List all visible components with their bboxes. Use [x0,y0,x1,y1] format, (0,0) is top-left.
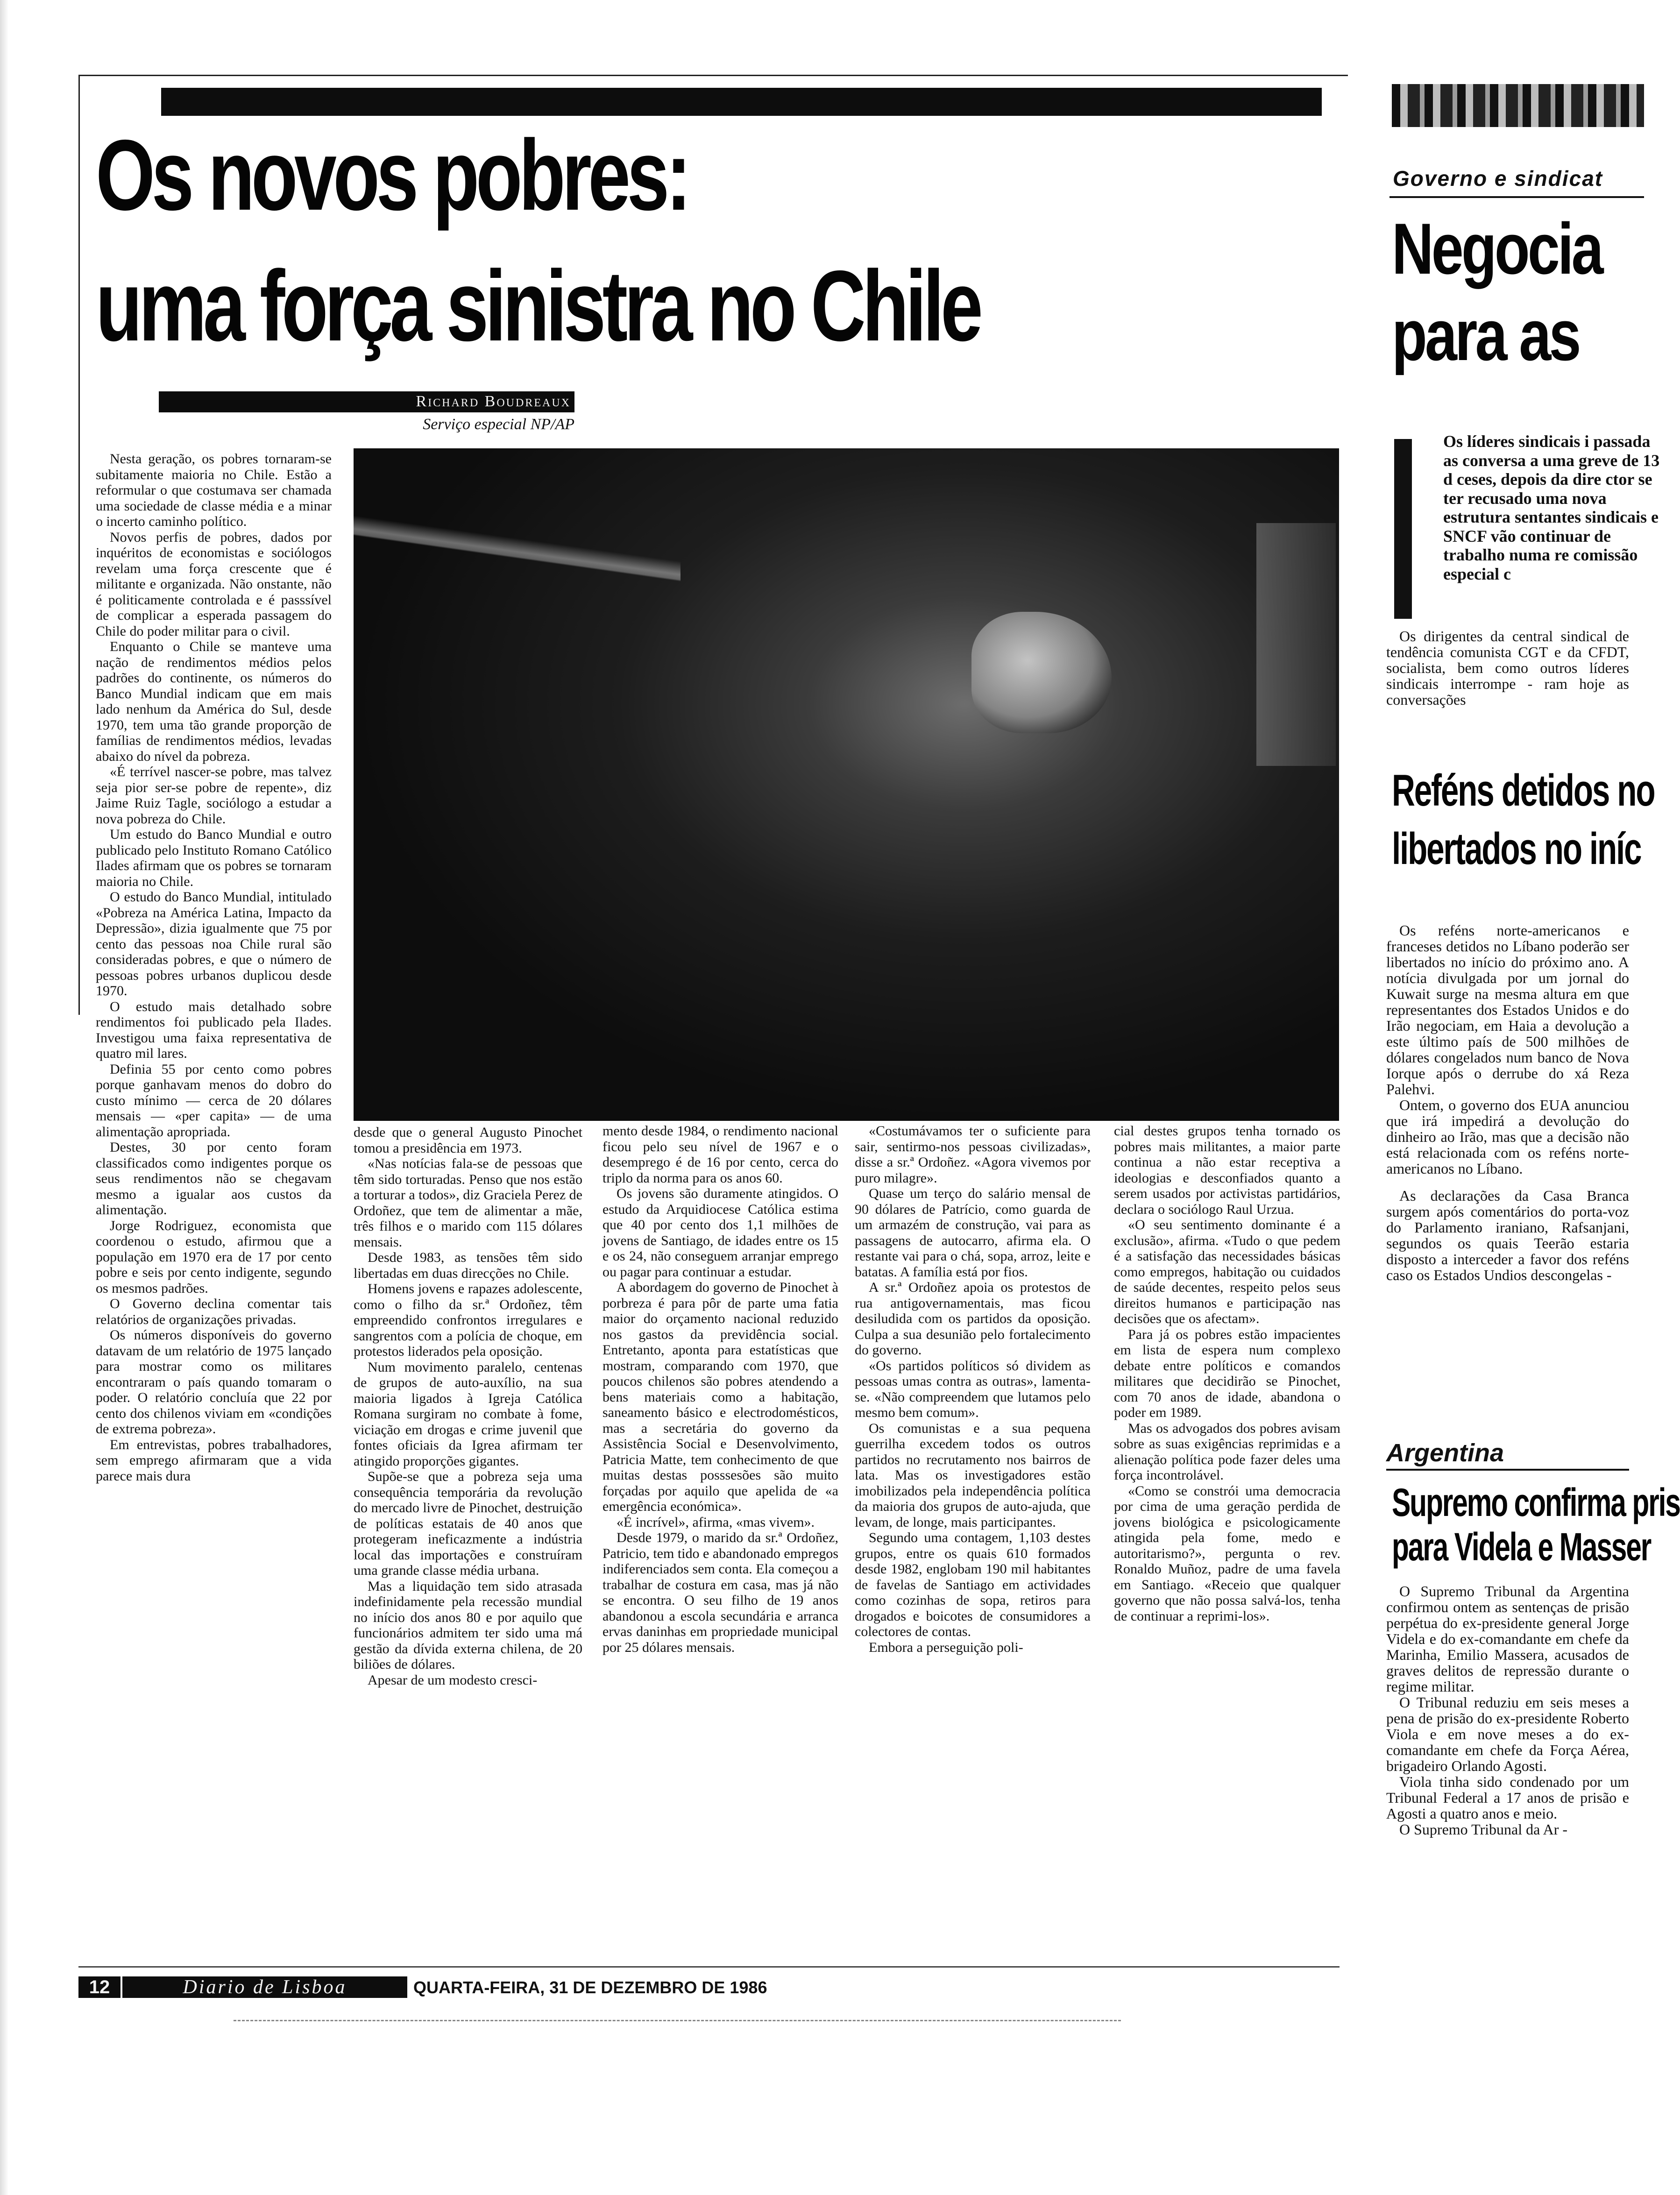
paragraph: Num movimento paralelo, centenas de grupos de auto-auxílio, na sua maioria ligados à Igreja Católica Romana surgiram no combate à fome, viciação em drogas e crime juvenil que fontes oficiais da Igrea afirmam ter atingido proporções gigantes. [354,1359,582,1469]
sidebar-headline-3 [1392,1480,1680,1569]
sidebar-headline-2-line1: Reféns detidos no [1392,765,1655,815]
paragraph: O Tribunal reduziu em seis meses a pena de prisão do ex-presidente Roberto Viola e em nove meses a do ex-comandante em chefe da Força Aérea, brigadeiro Orlando Agosti. [1386,1694,1629,1774]
paragraph: Desde 1983, as tensões têm sido libertadas em duas direcções no Chile. [354,1250,582,1281]
paragraph: O estudo mais detalhado sobre rendimentos foi publicado pela Ilades. Investigou uma faixa representativa de quatro mil lares. [96,998,332,1061]
paragraph: O Supremo Tribunal da Argentina confirmou ontem as sentenças de prisão perpétua do ex-presidente general Jorge Videla e do ex-comandante em chefe da Marinha, Emilio Massera, acusados de graves delitos de repressão durante o regime militar. [1386,1583,1629,1695]
sidebar-kicker-governo: Governo e sindicat [1393,166,1603,191]
sidebar-story-1 [1386,628,1629,708]
article-column-3 [603,1123,838,1655]
photo-rooftops [354,481,681,602]
issue-date: QUARTA-FEIRA, 31 DE DEZEMBRO DE 1986 [413,1978,767,1997]
paragraph: Em entrevistas, pobres trabalhadores, sem emprego afirmaram que a vida parece mais dura [96,1437,332,1484]
paragraph: desde que o general Augusto Pinochet tomou a presidência em 1973. [354,1125,582,1156]
paragraph: Ontem, o governo dos EUA anunciou que irá impedirá a devolução do dinheiro ao Irão, mas que a decisão não está relacionada com os reféns norte-americanos no Líbano. [1386,1097,1629,1177]
paragraph: Um estudo do Banco Mundial e outro publicado pelo Instituto Romano Católico Ilades afirmam que os pobres se tornaram maioria no Chile. [96,827,332,889]
paragraph: Desde 1979, o marido da sr.ª Ordoñez, Patricio, tem tido e abandonado empregos indiferenciados sem conta. Ela começou a trabalhar de costura em casa, mas já não se encontra. O seu filho de 19 anos abandonou a escola secundária e arranca ervas daninhas em propriedade municipal por 25 dólares mensais. [603,1530,838,1655]
sidebar-headline-2-line2: libertados no iníc [1392,824,1641,874]
paragraph: Para já os pobres estão impacientes em lista de espera num complexo debate entre políticos e comandos militares que decidirão se Pinochet, com 70 anos de idade, abandona o poder em 1989. [1114,1326,1340,1420]
sidebar-headline-3-line2: para Videla e Masser [1392,1525,1651,1569]
paragraph: mento desde 1984, o rendimento nacional ficou pelo seu nível de 1967 e o desemprego é de 16 por cento, cerca do triplo da norma para os anos 60. [603,1123,838,1186]
paragraph: O Governo declina comentar tais relatórios de organizações privadas. [96,1296,332,1327]
paragraph: cial destes grupos tenha tornado os pobres mais militantes, a maior parte continua a não estar receptiva a ideologias e desconfiados quanto a serem usados por activistas partidários, declara o sociólogo Raul Urzua. [1114,1123,1340,1217]
paragraph: A sr.ª Ordoñez apoia os protestos de rua antigovernamentais, mas ficou desiludida com os partidos da oposição. Culpa a sua desunião pelo fortalecimento do governo. [855,1280,1091,1358]
paragraph: Enquanto o Chile se manteve uma nação de rendimentos médios pelos padrões do continente, os números do Banco Mundial indicam que em mais lado nenhum da América do Sul, desde 1970, tem uma tão grande proporção de famílias de rendimentos médios, levadas abaixo do nível da pobreza. [96,639,332,764]
service-credit: Serviço especial NP/AP [423,416,574,433]
paragraph: «O seu sentimento dominante é a exclusão», afirma. «Tudo o que pedem é a satisfação das necessidades básicas como empregos, habitação ou cuidados de saúde decentes, respeito pelos seus direitos humanos e participação nas decisões que os afectam». [1114,1217,1340,1326]
paragraph: O estudo do Banco Mundial, intitulado «Pobreza na América Latina, Impacto da Depressão», dizia igualmente que 75 por cento das pessoas noa Chile rural são consideradas pobres, e que o número de pessoas pobres urbanos duplicou desde 1970. [96,889,332,998]
sidebar-headline-1 [1392,205,1602,378]
paragraph: Os jovens são duramente atingidos. O estudo da Arquidiocese Católica estima que 40 por cento dos 1,1 milhões de jovens de Santiago, de idades entre os 15 e os 24, não conseguem arranjar emprego ou pagar para continuar a estudar. [603,1186,838,1280]
main-headline-line2: uma força sinistra no Chile [96,249,980,362]
paragraph: Os comunistas e a sua pequena guerrilha excedem todos os outros partidos no recrutamento nos bairros de lata. Mas os investigadores estão imobilizados pela independência política da maioria dos grupos de auto-ajuda, que levam, de longe, mais participantes. [855,1420,1091,1530]
article-column-4 [855,1123,1091,1655]
paragraph: Viola tinha sido condenado por um Tribunal Federal a 17 anos de prisão e Agosti a quatro anos e meio. [1386,1773,1629,1822]
sidebar-story-3 [1386,1583,1629,1837]
paragraph: A abordagem do governo de Pinochet à porbreza é para pôr de parte uma fatia maior do orçamento nacional reduzido nos gastos da previdência social. Entretanto, aponta para estatísticas que mostram, comparando com 1970, que poucos chilenos são pobres atendendo a bens materiais como a habitação, saneamento básico e electrodomésticos, mas a secretária do governo da Assistência Social e Desenvolvimento, Patricia Matte, tem conhecimento de que muitas destas posssesões são muito forçadas por aquilo que apelida de «a emergência económica». [603,1280,838,1514]
paragraph: Novos perfis de pobres, dados por inquéritos de economistas e sociólogos revelam uma força crescente que é militante e organizada. Não onstante, não é politicamente controlada e é passsível de complicar a esperada passagem do Chile do poder militar para o civil. [96,529,332,639]
photo-window [1256,523,1336,766]
sidebar-headline-1-line1: Negocia [1392,208,1602,289]
paragraph: «Como se constrói uma democracia por cima de uma geração perdida de jovens biológica e psicologicamente atingida pela fome, medo e autoritarismo?», pergunta o rev. Ronaldo Muñoz, padre de uma favela em Santiago. «Receio que qualquer governo que não possa salvá-los, tenha de continuar a reprimi-los». [1114,1483,1340,1624]
paragraph: Nesta geração, os pobres tornaram-se subitamente maioria no Chile. Estão a reformular o que costumava ser chamada uma sociedade de classe média e a minar o incerto caminho político. [96,451,332,529]
paragraph: As declarações da Casa Branca surgem após comentários do porta-voz do Parlamento iraniano, Rafsanjani, segundos os quais Teerão estaria disposto a interceder a favor dos reféns caso os Estados Undios descongelas - [1386,1187,1629,1283]
paragraph: Mas a liquidação tem sido atrasada indefinidamente pela recessão mundial no início dos anos 80 e por aquilo que funcionários admitem ter sido uma má gestão da dívida externa chilena, de 20 biliões de dólares. [354,1578,582,1672]
paragraph: Embora a perseguição poli- [869,1639,1023,1655]
sidebar-headline-3-line1: Supremo confirma pris [1392,1480,1680,1524]
newspaper-name: Diario de Lisboa [122,1976,407,1998]
byline: Richard Boudreaux [416,393,571,410]
main-headline-line1: Os novos pobres: [96,119,688,231]
paragraph: Homens jovens e rapazes adolescente, como o filho da sr.ª Ordoñez, têm empreendido confrontos irregulares e sangrentos com a polícia de choque, em protestos liderados pela oposição. [354,1281,582,1359]
paragraph: «Nas notícias fala-se de pessoas que têm sido torturadas. Penso que nos estão a torturar a todos», diz Graciela Perez de Ordoñez, que tem de alimentar a mãe, três filhos e o marido com 115 dólares mensais. [354,1156,582,1250]
paragraph: Os reféns norte-americanos e franceses detidos no Líbano poderão ser libertados no início do próximo ano. A notícia divulgada por um jornal do Kuwait surge na mesma altura em que representantes dos Estados Unidos e do Irão negociam, em Haia a devolução a este último país de 500 milhões de dólares congelados num banco de Nova Iorque após o derrube do xá Reza Palehvi. [1386,922,1629,1098]
page-number: 12 [78,1976,121,1998]
paragraph: Supõe-se que a pobreza seja uma consequência temporária da revolução do mercado livre de Pinochet, destruição de políticas estatais de 40 anos que protegeram ineficazmente a indústria local das importações e construíram uma grande classe média urbana. [354,1469,582,1578]
article-column-1 [96,451,332,1484]
sidebar-lead: Os líderes sindicais i passada as conversa a uma greve de 13 d ceses, depois da dire ctor se ter recusado uma nova estrutura sentantes sindicais e SNCF vão continuar de trabalho numa re comissão especial c [1443,432,1660,583]
paragraph: Destes, 30 por cento foram classificados como indigentes porque os seus rendimentos não se chegavam mesmo a igualar aos custos da alimentação. [96,1140,332,1218]
paragraph: Quase um terço do salário mensal de 90 dólares de Patrício, como guarda de um armazém de construção, vai para as passagens de autocarro, afirma ela. O restante vai para o chá, sopa, arroz, leite e batatas. A família está por fios. [855,1186,1091,1280]
paragraph: «É terrível nascer-se pobre, mas talvez seja pior ser-se pobre de repente», diz Jaime Ruiz Tagle, sociólogo a estudar a nova pobreza do Chile. [96,764,332,827]
bottom-dashed-rule [234,2020,1121,2023]
paragraph: O Supremo Tribunal da Ar - [1399,1821,1567,1838]
footer-rule [78,1966,1340,1968]
paragraph: «Os partidos políticos só dividem as pessoas umas contra as outras», lamenta-se. «Não compreendem que lutamos pelo mesmo bem comum». [855,1358,1091,1420]
sidebar-top-rule [1392,84,1644,127]
article-column-2 [354,1125,582,1688]
main-headline [96,110,1019,371]
paragraph: Definia 55 por cento como pobres porque ganhavam menos do dobro do custo mínimo — cerca de 20 dólares mensais — «per capita» — de uma alimentação apropriada. [96,1061,332,1140]
paragraph: Jorge Rodriguez, economista que coordenou o estudo, afirmou que a população em 1970 era de 17 por cento pobre e seis por cento indigente, segundo os mesmos padrões. [96,1218,332,1296]
sidebar-headline-2 [1392,766,1654,873]
kicker-rule [1386,1469,1629,1471]
sidebar-kicker-argentina: Argentina [1386,1439,1504,1467]
paragraph: «É incrível», afirma, «mas vivem». [617,1514,815,1530]
kicker-rule [1389,196,1644,198]
paragraph: Apesar de um modesto cresci- [368,1672,538,1688]
paragraph: Os números disponíveis do governo datavam de um relatório de 1975 lançado para mostrar como os militares encontraram o país quando tomaram o poder. O relatório concluía que 22 por cento dos chilenos viviam em «condições de extrema pobreza». [96,1327,332,1437]
lead-black-bar [1394,439,1412,619]
paragraph: Os dirigentes da central sindical de tendência comunista CGT e da CFDT, socialista, bem como outros líderes sindicais interrompe - ram hoje as conversações [1386,628,1629,708]
paragraph: «Costumávamos ter o suficiente para sair, sentirmo-nos pessoas civilizadas», disse a sr.ª Ordoñez. «Agora vivemos por puro milagre». [855,1123,1091,1186]
sidebar-headline-1-line2: para as [1392,295,1579,375]
article-column-5 [1114,1123,1340,1624]
paragraph: Segundo uma contagem, 1,103 destes grupos, entre os quais 610 formados desde 1982, englobam 190 mil habitantes de favelas de Santiago em actividades como cozinhas de sopa, retiros para drogados e boicotes de consumidores a colectores de contas. [855,1530,1091,1639]
scan-edge-shadow [0,0,8,2195]
paragraph: Mas os advogados dos pobres avisam sobre as suas exigências reprimidas e a alienação política pode fazer deles uma força incontrolável. [1114,1420,1340,1483]
sidebar-story-2 [1386,922,1629,1283]
